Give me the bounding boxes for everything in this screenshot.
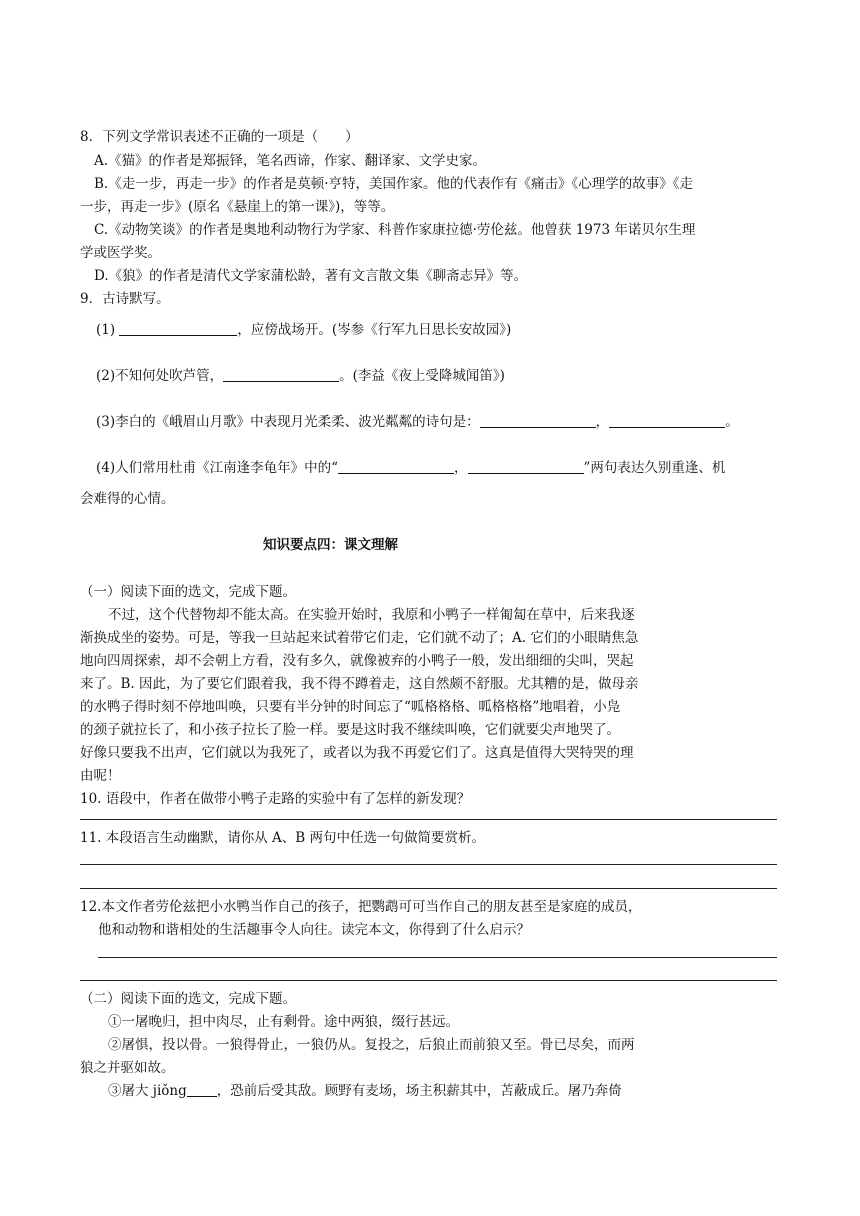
- passage2-line3: 狼之并驱如故。: [80, 1060, 175, 1076]
- answer-line-q10[interactable]: [80, 819, 777, 820]
- poem-item-2-head: (2)不知何处吹芦管，: [96, 368, 224, 384]
- passage2-line1: ①一屠晚归，担中肉尽，止有剩骨。途中两狼，缀行甚远。: [108, 1014, 459, 1030]
- question-8-option-c-line1: C.《动物笑谈》的作者是奥地利动物行为学家、科普作家康拉德·劳伦兹。他曾获 1973 年诺贝尔生理: [94, 222, 696, 238]
- passage1-line2: 渐换成坐的姿势。可是，等我一旦站起来试着带它们走，它们就不动了；A. 它们的小眼睛焦急: [80, 630, 639, 646]
- question-12-line2: 他和动物和谐相处的生活趣事令人向往。读完本文，你得到了什么启示？: [98, 922, 530, 938]
- passage1-line1: 不过，这个代替物却不能太高。在实验开始时，我原和小鸭子一样匍匐在草中，后来我逐: [108, 607, 635, 623]
- answer-line-q12-1[interactable]: [98, 957, 777, 958]
- passage1-line6: 的颈子就拉长了，和小孩子拉长了脸一样。要是这时我不继续叫唤，它们就要尖声地哭了。: [80, 722, 620, 738]
- passage2-line4: [108, 1081, 622, 1101]
- part2-intro: （二）阅读下面的选文，完成下题。: [80, 991, 296, 1007]
- poem-item-3-comma: ，: [595, 414, 610, 430]
- passage1-line8: 由呢！: [80, 768, 121, 784]
- question-10: 10. 语段中，作者在做带小鸭子走路的实验中有了怎样的新发现？: [80, 791, 471, 807]
- poem-item-1-tail: ，应傍战场开。(岑参《行军九日思长安故园》): [237, 322, 512, 338]
- poem-item-4: [96, 458, 725, 478]
- question-8-option-a: A.《猫》的作者是郑振铎，笔名西谛，作家、翻译家、文学史家。: [94, 153, 487, 169]
- poem-item-4-comma: ，: [454, 460, 468, 476]
- pinyin-blank[interactable]: [187, 1082, 217, 1097]
- poem-item-1-blank[interactable]: [119, 321, 237, 336]
- poem-item-3: [96, 412, 739, 432]
- question-8-option-b-line1: B.《走一步，再走一步》的作者是莫顿·亨特，美国作家。他的代表作有《痛击》《心理学的故事》《走: [94, 176, 694, 192]
- poem-item-3-blank-1[interactable]: [480, 413, 596, 428]
- poem-item-4-blank-1[interactable]: [338, 459, 454, 474]
- question-8-option-b-line2: 一步，再走一步》(原名《悬崖上的第一课》)，等等。: [80, 199, 395, 215]
- part1-intro: （一）阅读下面的选文，完成下题。: [80, 584, 296, 600]
- passage2-line4-head: ③屠大 jiǒng: [108, 1083, 187, 1099]
- poem-item-2: [96, 366, 505, 386]
- poem-item-4-blank-2[interactable]: [468, 459, 584, 474]
- question-8-option-d: D.《狼》的作者是清代文学家蒲松龄，著有文言散文集《聊斋志异》等。: [94, 268, 528, 284]
- poem-item-3-head: (3)李白的《峨眉山月歌》中表现月光柔柔、波光粼粼的诗句是：: [96, 414, 480, 430]
- question-12-line1: 12.本文作者劳伦兹把小水鸭当作自己的孩子，把鹦鹉可可当作自己的朋友甚至是家庭的成员，: [80, 899, 642, 915]
- question-11: 11. 本段语言生动幽默，请你从 A、B 两句中任选一句做简要赏析。: [80, 830, 486, 846]
- question-8-option-c-line2: 学或医学奖。: [80, 245, 161, 261]
- answer-line-q12-2[interactable]: [80, 980, 777, 981]
- poem-item-4-head: (4)人们常用杜甫《江南逢李龟年》中的“: [96, 460, 339, 476]
- poem-item-1: [96, 320, 511, 340]
- passage2-line4-tail: ，恐前后受其敌。顾野有麦场，场主积薪其中，苫蔽成丘。屠乃奔倚: [216, 1083, 622, 1099]
- poem-item-4-tail: ”两句表达久别重逢、机: [583, 460, 726, 476]
- poem-item-3-end: 。: [725, 414, 739, 430]
- passage2-line2: ②屠惧，投以骨。一狼得骨止，一狼仍从。复投之，后狼止而前狼又至。骨已尽矣，而两: [108, 1037, 635, 1053]
- question-8-stem: 8．下列文学常识表述不正确的一项是（ ）: [80, 129, 359, 145]
- answer-line-q11-1[interactable]: [80, 864, 777, 865]
- poem-item-2-tail: 。(李益《夜上受降城闻笛》): [339, 368, 505, 384]
- passage1-line4: 来了。B. 因此，为了要它们跟着我，我不得不蹲着走，这自然颇不舒服。尤其糟的是，做母亲: [80, 676, 639, 692]
- passage1-line5: 的水鸭子得时刻不停地叫唤，只要有半分钟的时间忘了“呱格格格、呱格格格”地唱着，小凫: [80, 699, 621, 715]
- passage1-line7: 好像只要我不出声，它们就以为我死了，或者以为我不再爱它们了。这真是值得大哭特哭的理: [80, 745, 634, 761]
- poem-item-1-number: (1): [96, 322, 116, 338]
- section-title: 知识要点四：课文理解: [263, 537, 398, 553]
- poem-item-4-line2: 会难得的心情。: [80, 491, 175, 507]
- passage1-line3: 地向四周探索，却不会朝上方看，没有多久，就像被弃的小鸭子一般，发出细细的尖叫，哭起: [80, 653, 634, 669]
- poem-item-3-blank-2[interactable]: [609, 413, 725, 428]
- poem-item-2-blank[interactable]: [223, 367, 339, 382]
- question-9-stem: 9．古诗默写。: [80, 291, 170, 307]
- answer-line-q11-2[interactable]: [80, 888, 777, 889]
